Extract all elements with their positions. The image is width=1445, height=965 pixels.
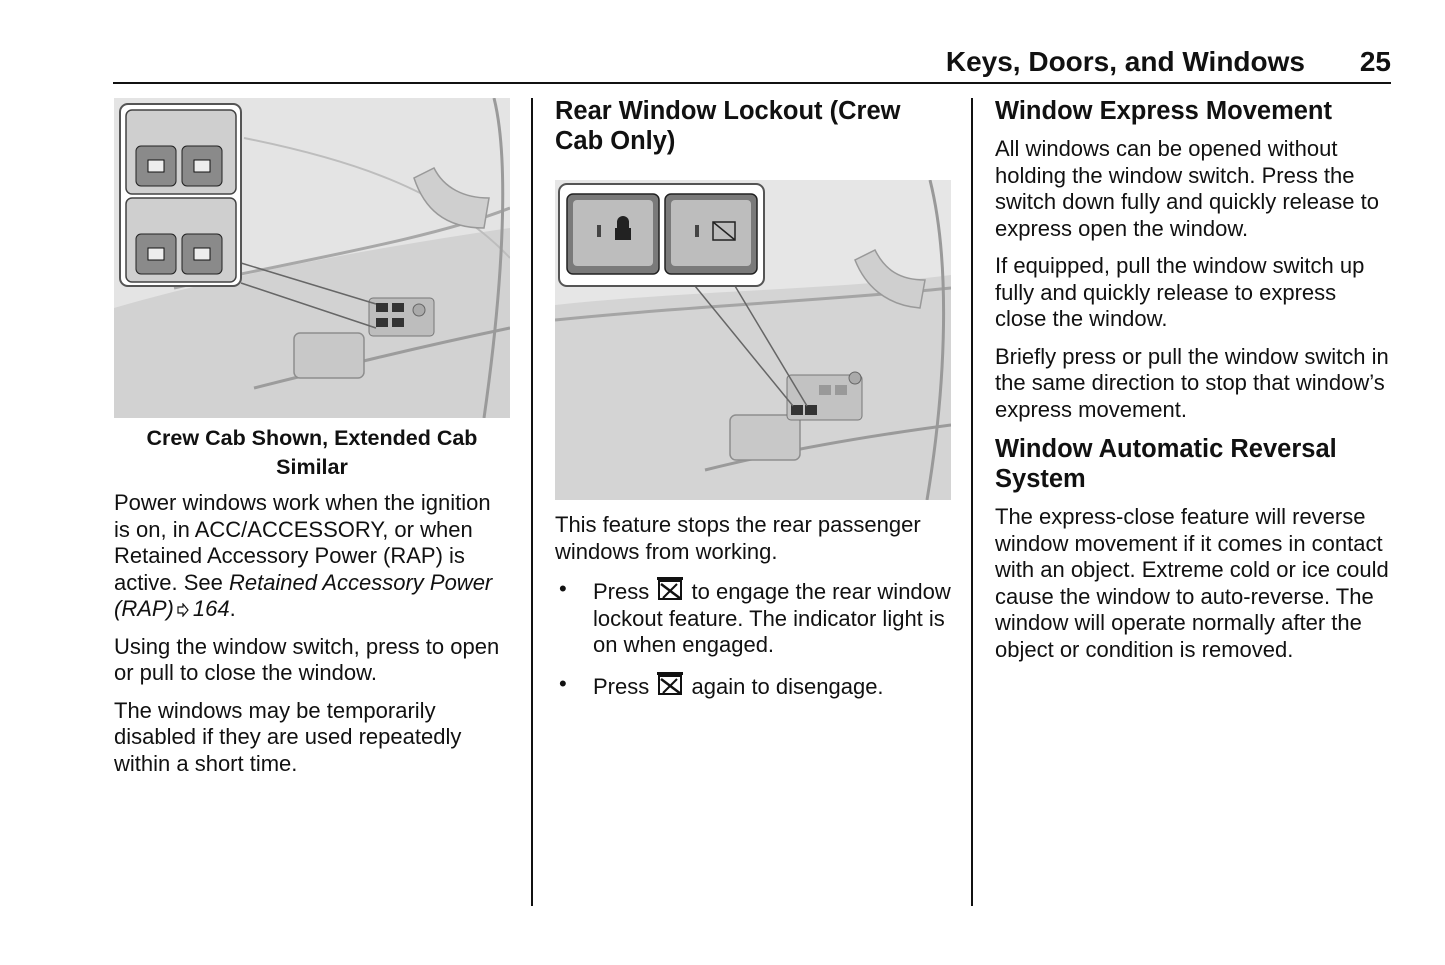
rap-page-reference[interactable]: 164 [192,596,230,621]
stop-express-paragraph: Briefly press or pull the window switch in the same direction to stop that window’s express movement. [995,343,1389,422]
power-windows-paragraph [114,490,510,623]
window-express-movement-heading: Window Express Movement [995,97,1333,125]
rap-link[interactable]: Retained Accessory Power (RAP) [114,569,493,621]
power-windows-text: Power windows work when the ignition is on, in ACC/ACCESSORY, or when Retained Accessory Power (RAP) is active. See [114,490,491,595]
column-divider-2 [971,98,973,906]
bullet: • [559,670,567,696]
automatic-reversal-heading: Window Automatic Reversal System [995,435,1337,493]
column-1 [114,98,510,788]
column-divider-1 [531,98,533,906]
cross-reference-arrow-icon [176,603,190,617]
door-window-switches-figure [114,98,510,418]
engage-text: to engage the rear window lockout feature. The indicator light is on when engaged. [593,579,951,657]
express-close-paragraph: If equipped, pull the window switch up fully and quickly release to express close the window. [995,253,1365,331]
caption-line-1: Crew Cab Shown, Extended Cab [146,426,478,450]
press-label: Press [593,579,650,604]
window-lockout-icon [655,671,685,697]
rear-window-lockout-figure [555,180,951,500]
bullet: • [559,576,567,601]
section-title: Keys, Doors, and Windows [945,46,1305,77]
window-lockout-icon [655,576,685,602]
list-item [555,576,951,659]
figure-caption [114,424,510,482]
auto-reverse-paragraph: The express-close feature will reverse window movement if it comes in contact with an object. Extreme cold or ice could cause the window to auto-reverse. The window will operate normally after the object or condition is removed. [995,504,1389,662]
page-number: 25 [1359,46,1391,77]
column-2 [555,96,951,712]
temporarily-disabled-paragraph: The windows may be temporarily disabled if they are used repeatedly within a short time. [114,697,462,776]
header-rule [113,82,1391,84]
list-item [555,671,951,701]
express-open-paragraph: All windows can be opened without holding the window switch. Press the switch down fully and quickly release to express open the window. [995,136,1379,241]
disengage-text: again to disengage. [691,673,884,699]
caption-line-2: Similar [276,455,348,479]
window-switch-paragraph: Using the window switch, press to open or pull to close the window. [114,633,500,685]
press-label: Press [593,673,650,699]
sentence-end: . [229,596,236,621]
rear-window-lockout-heading: Rear Window Lockout (Crew Cab Only) [555,97,901,155]
lockout-bullets [555,576,951,700]
column-3 [995,96,1390,674]
lockout-intro: This feature stops the rear passenger windows from working. [555,512,921,564]
